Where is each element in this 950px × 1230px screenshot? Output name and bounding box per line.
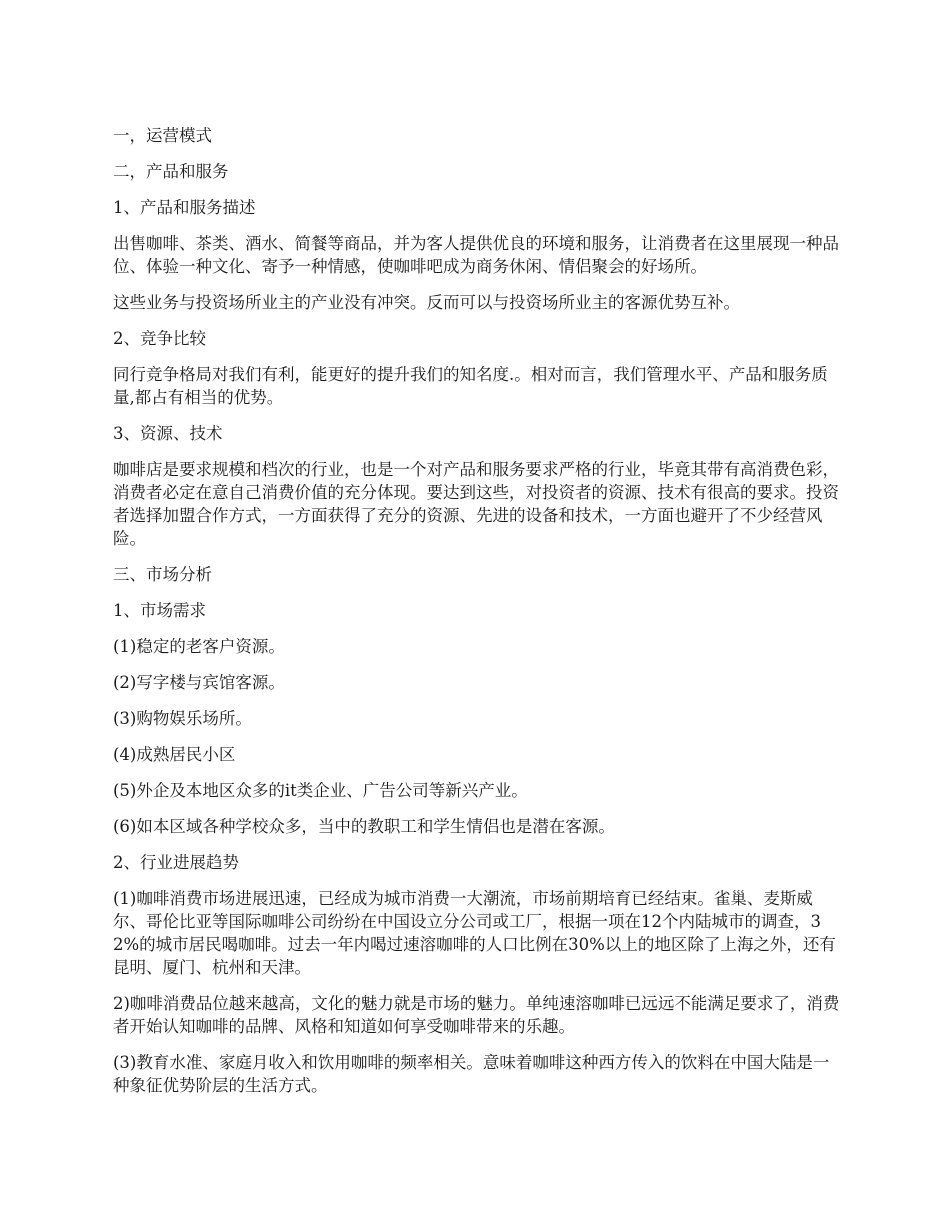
subheading-market-demand: 1、市场需求 (113, 601, 206, 620)
paragraph-trend-1: (1)咖啡消费市场进展迅速，已经成为城市消费一大潮流，市场前期培育已经结束。雀巢、麦斯威尔、哥伦比亚等国际咖啡公司纷纷在中国设立分公司或工厂，根据一项在12个内陆城市的调查，32%的城市居民喝咖啡。过去一年内喝过速溶咖啡的人口比例在30%以上的地区除了上海之外，还有昆明、厦门、杭州和天津。 (113, 889, 836, 977)
paragraph-competition: 同行竞争格局对我们有利，能更好的提升我们的知名度.。相对而言，我们管理水平、产品和服务质量,都占有相当的优势。 (113, 365, 828, 407)
subheading-product-description: 1、产品和服务描述 (113, 198, 256, 217)
paragraph-trend-3: (3)教育水准、家庭月收入和饮用咖啡的频率相关。意味着咖啡这种西方传入的饮料在中国大陆是一种象征优势阶层的生活方式。 (113, 1053, 830, 1095)
list-item-demand-6: (6)如本区域各种学校众多，当中的教职工和学生情侣也是潜在客源。 (113, 817, 615, 836)
document-body (113, 124, 843, 1110)
subheading-industry-trends: 2、行业进展趋势 (113, 853, 239, 872)
subheading-competition: 2、竞争比较 (113, 329, 206, 348)
section-heading-operation-mode: 一，运营模式 (113, 126, 212, 145)
list-item-demand-4: (4)成熟居民小区 (113, 745, 236, 764)
list-item-demand-3: (3)购物娱乐场所。 (113, 709, 252, 728)
list-item-demand-2: (2)写字楼与宾馆客源。 (113, 673, 285, 692)
section-heading-products-services: 二，产品和服务 (113, 162, 229, 181)
paragraph-trend-2: 2)咖啡消费品位越来越高，文化的魅力就是市场的魅力。单纯速溶咖啡已远远不能满足要求了，消费者开始认知咖啡的品牌、风格和知道如何享受咖啡带来的乐趣。 (113, 994, 840, 1036)
paragraph-resources-technology: 咖啡店是要求规模和档次的行业，也是一个对产品和服务要求严格的行业，毕竟其带有高消费色彩，消费者必定在意自己消费价值的充分体现。要达到这些，对投资者的资源、技术有很高的要求。投资者选择加盟合作方式，一方面获得了充分的资源、先进的设备和技术，一方面也避开了不少经营风险。 (113, 460, 839, 548)
paragraph-product-description: 出售咖啡、茶类、酒水、简餐等商品，并为客人提供优良的环境和服务，让消费者在这里展现一种品位、体验一种文化、寄予一种情感，使咖啡吧成为商务休闲、情侣聚会的好场所。 (113, 234, 839, 276)
section-heading-market-analysis: 三、市场分析 (113, 565, 212, 584)
list-item-demand-5: (5)外企及本地区众多的it类企业、广告公司等新兴产业。 (113, 781, 528, 800)
list-item-demand-1: (1)稳定的老客户资源。 (113, 637, 285, 656)
paragraph-business-complement: 这些业务与投资场所业主的产业没有冲突。反而可以与投资场所业主的客源优势互补。 (113, 293, 740, 312)
subheading-resources-technology: 3、资源、技术 (113, 424, 223, 443)
